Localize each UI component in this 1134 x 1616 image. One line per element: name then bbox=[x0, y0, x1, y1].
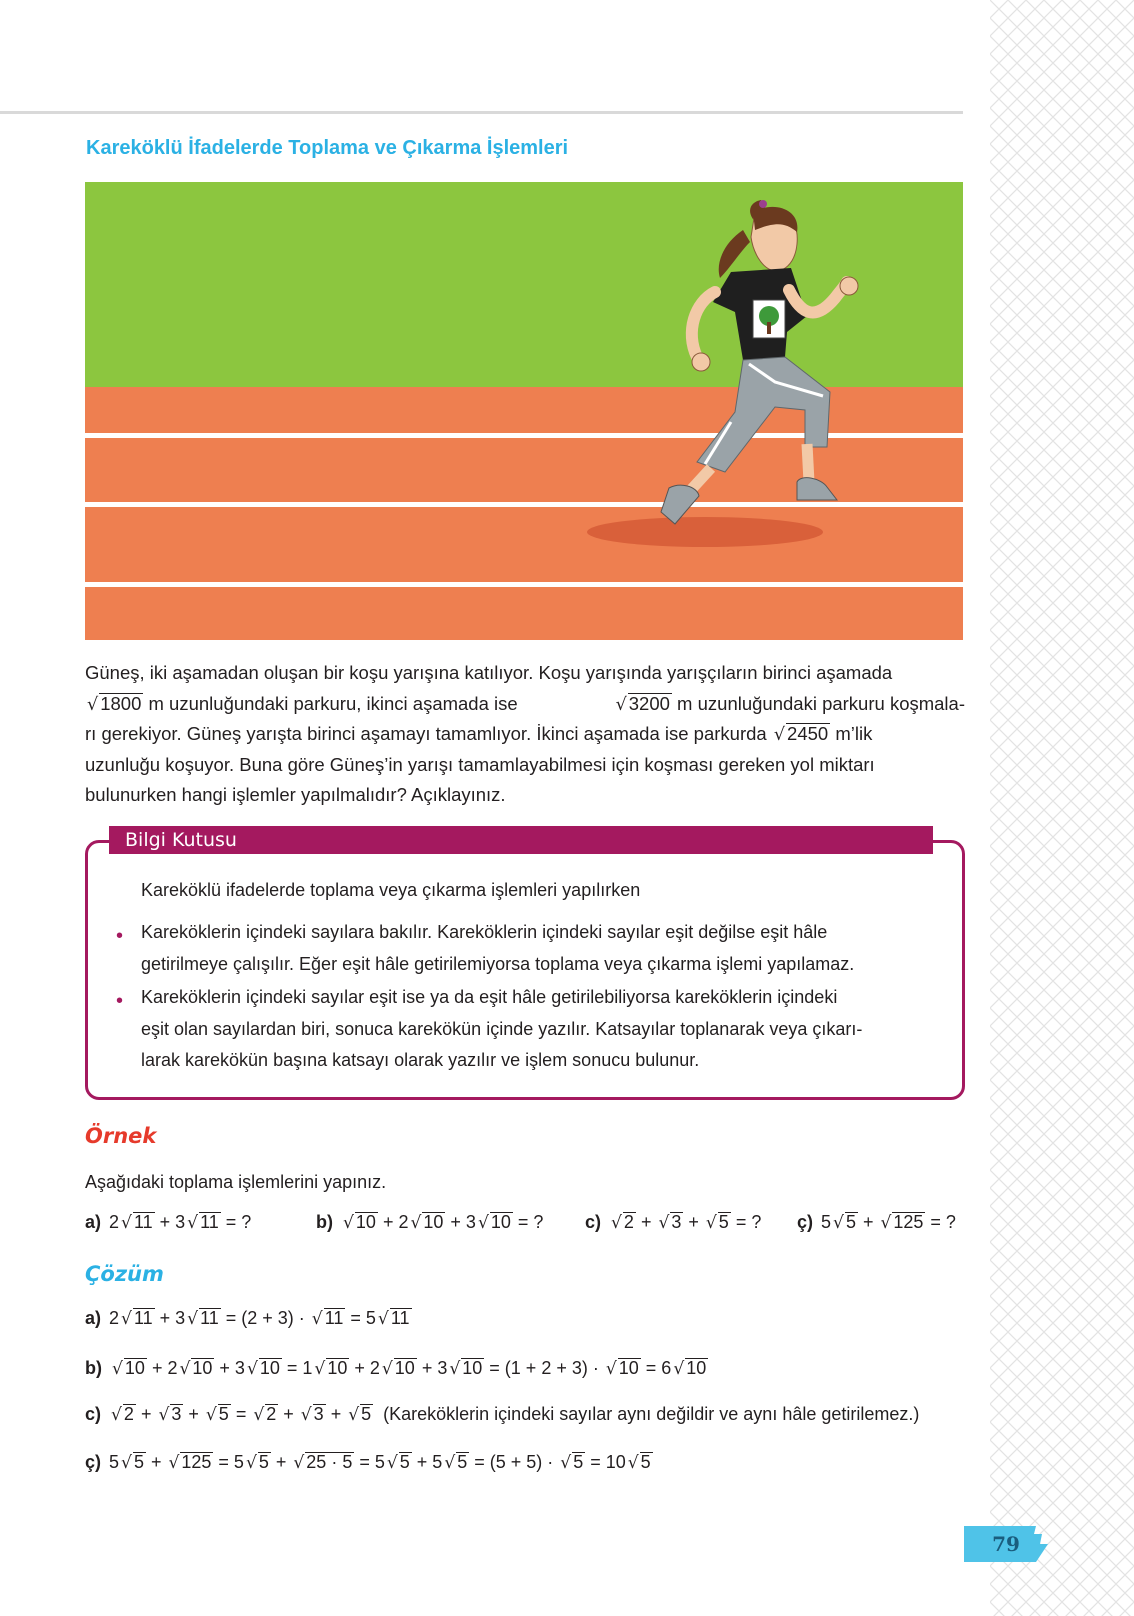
info-box-title: Bilgi Kutusu bbox=[109, 826, 933, 854]
info-bullet-2 bbox=[141, 982, 933, 1077]
bullet-line: Kareköklerin içindeki sayılara bakılır. Kareköklerin içindeki sayılar eşit değilse eşit hâle bbox=[141, 922, 828, 942]
bullet-line: Kareköklerin içindeki sayılar eşit ise ya da eşit hâle getirilebiliyorsa kareköklerin içindeki bbox=[141, 987, 838, 1007]
page-number: 79 bbox=[992, 1532, 1020, 1556]
info-bullet-1 bbox=[141, 917, 933, 980]
intro-text: uzunluğu koşuyor. Buna göre Güneş’in yarışı tamamlayabilmesi için koşması gereken yol miktarı bbox=[85, 753, 875, 775]
bullet-line: eşit olan sayılardan biri, sonuca karekökün içinde yazılır. Katsayılar toplanarak veya çıkarı- bbox=[141, 1018, 863, 1039]
radicand: 1800 bbox=[100, 692, 142, 714]
example-prompt: Aşağıdaki toplama işlemlerini yapınız. bbox=[85, 1172, 387, 1192]
section-title: Kareköklü İfadelerde Toplama ve Çıkarma İşlemleri bbox=[86, 137, 569, 159]
solution-a: a) 2 √ 11 + 3 √ 11 = (2 + 3) · √ 11 = 5 √ 11 bbox=[85, 1308, 410, 1329]
solution-b: b) √ 10 + 2 √ 10 + 3 √ 10 = 1 √ 10 + 2 √ 10 + 3 √ 10 = (1 + 2 + 3) · √ 10 = 6 √ 10 bbox=[85, 1358, 707, 1379]
intro-line bbox=[85, 750, 965, 781]
example-c: c) √ 2 + √ 3 + √ 5 = ? bbox=[585, 1212, 762, 1233]
top-rule bbox=[0, 111, 963, 114]
intro-text: √ 3200 m uzunluğundaki parkuru koşmala- bbox=[615, 692, 965, 715]
example-heading: Örnek bbox=[85, 1124, 157, 1148]
example-d: ç) 5 √ 5 + √ 125 = ? bbox=[797, 1212, 956, 1233]
example-b: b) √ 10 + 2 √ 10 + 3 √ 10 = ? bbox=[316, 1212, 544, 1233]
radicand: 3200 bbox=[628, 692, 670, 714]
info-box-intro: Kareköklü ifadelerde toplama veya çıkarma işlemleri yapılırken bbox=[141, 880, 641, 900]
side-pattern-decoration bbox=[990, 0, 1134, 1616]
example-a: a) 2 √ 11 + 3 √ 11 = ? bbox=[85, 1212, 252, 1233]
bullet-marker: • bbox=[116, 925, 124, 947]
intro-line bbox=[85, 719, 965, 750]
intro-text: rı gerekiyor. Güneş yarışta birinci aşamayı tamamlıyor. İkinci aşamada ise parkurda √ 2450 m’lik bbox=[85, 723, 873, 745]
intro-line bbox=[85, 658, 965, 689]
intro-text: bulunurken hangi işlemler yapılmalıdır? Açıklayınız. bbox=[85, 784, 506, 805]
solution-c: c) √ 2 + √ 3 + √ 5 = √ 2 + √ 3 + √ 5 (Kareköklerin içindeki sayılar aynı değildir ve aynı hâle getirilemez.) bbox=[85, 1404, 920, 1425]
solution-c-note: (Kareköklerin içindeki sayılar aynı değildir ve aynı hâle getirilemez.) bbox=[383, 1404, 920, 1424]
running-track-illustration bbox=[85, 182, 963, 640]
intro-text: √ 1800 m uzunluğundaki parkuru, ikinci aşamada ise bbox=[87, 692, 518, 715]
solution-heading: Çözüm bbox=[85, 1262, 164, 1286]
intro-paragraph bbox=[85, 658, 965, 811]
intro-text: Güneş, iki aşamadan oluşan bir koşu yarışına katılıyor. Koşu yarışında yarışçıların birinci aşamada bbox=[85, 662, 893, 683]
intro-line bbox=[85, 689, 965, 720]
solution-d: ç) 5 √ 5 + √ 125 = 5 √ 5 + √ 25 · 5 = 5 √ 5 + 5 √ 5 = (5 + 5) · √ 5 = 10 √ 5 bbox=[85, 1452, 651, 1473]
radicand: 2450 bbox=[787, 723, 829, 744]
bullet-line: larak karekökün başına katsayı olarak yazılır ve işlem sonucu bulunur. bbox=[141, 1050, 700, 1070]
bullet-marker: • bbox=[116, 990, 124, 1012]
bullet-line: getirilmeye çalışılır. Eğer eşit hâle getirilemiyorsa toplama veya çıkarma işlemi yapılamaz. bbox=[141, 953, 855, 974]
intro-line bbox=[85, 780, 965, 811]
